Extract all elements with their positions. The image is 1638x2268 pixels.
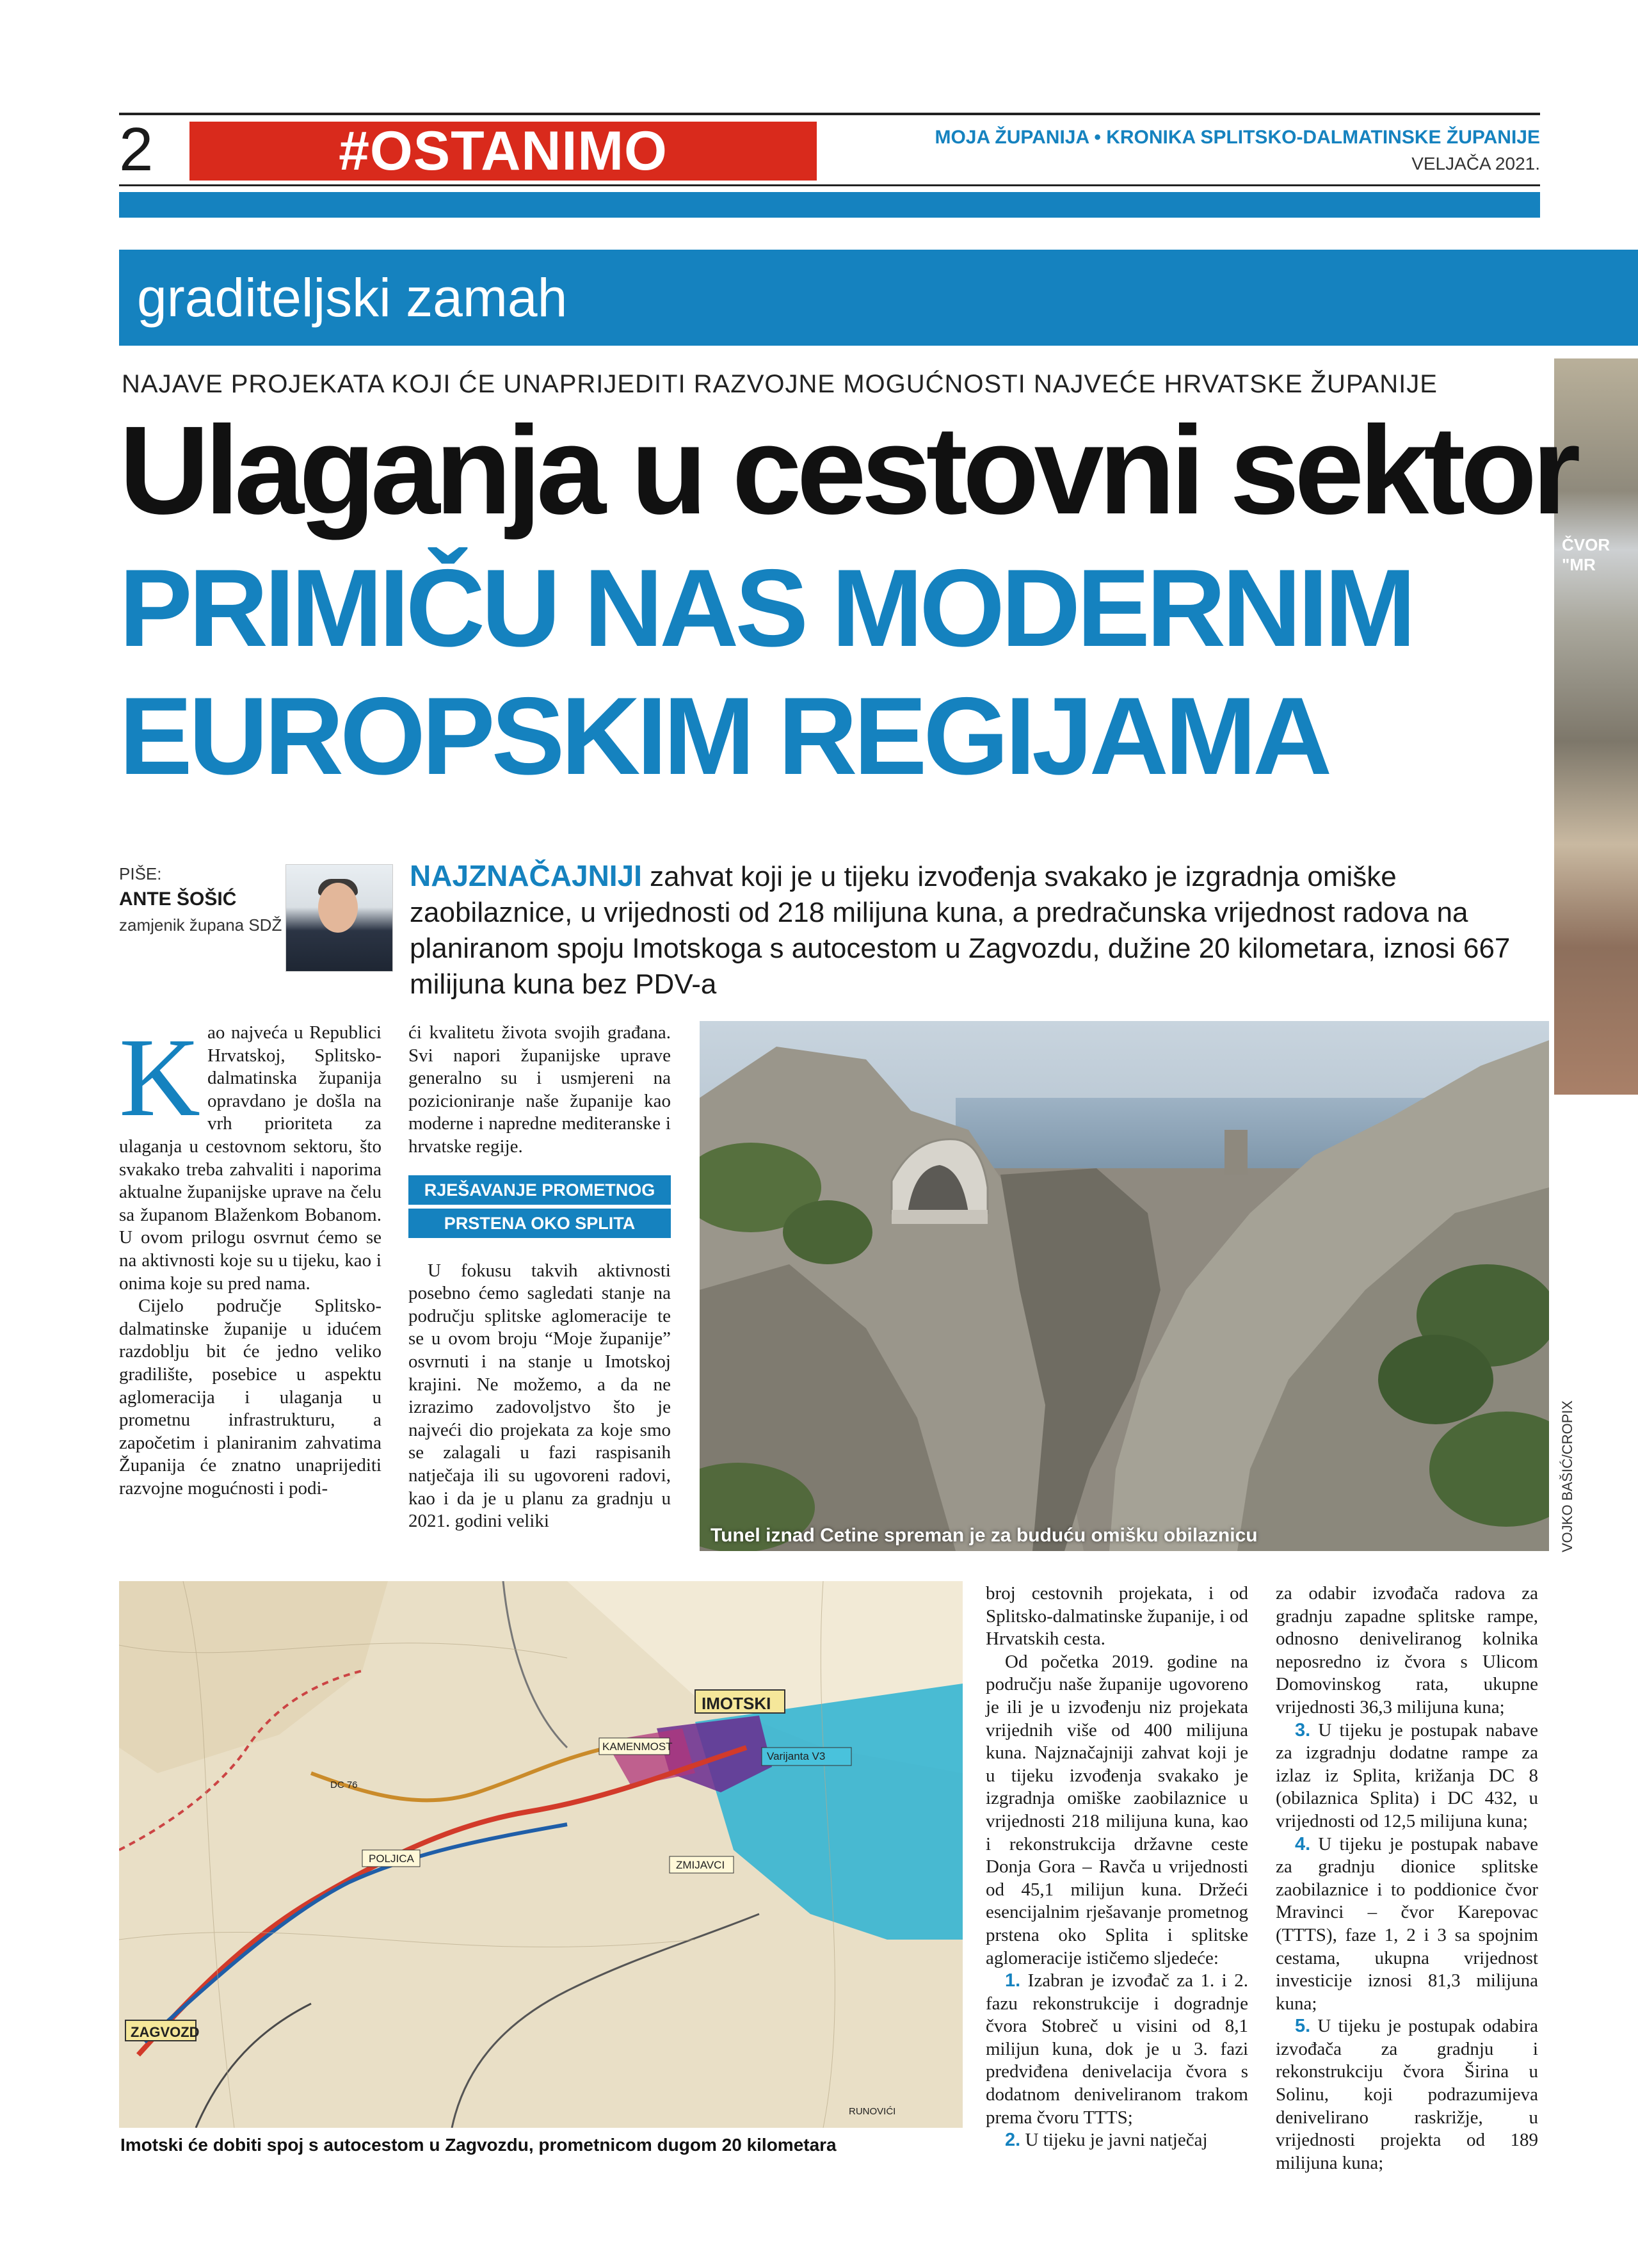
body-paragraph: broj cestovnih projekata, i od Splitsko-dalmatinske županije, i od Hrvatskih cesta. bbox=[986, 1583, 1248, 1650]
map-label-runovici: RUNOVIĆI bbox=[849, 2106, 896, 2117]
map-label-zagvozd: ZAGVOZD bbox=[131, 2024, 200, 2040]
photo-canyon-art bbox=[700, 1021, 1549, 1551]
edge-photo-label: ČVOR "MR bbox=[1562, 535, 1610, 574]
list-item: 4. U tijeku je postupak nabave za gradnju dionice splitske zaobilaznice i to poddionice čvor Mravinci – čvor Karepovac (TTTS), faze 1, 2 i 3 sa spojnim cestama, ukupna vrijednost investicije iznosi 81,3 milijuna kuna; bbox=[1276, 1833, 1538, 2014]
list-number: 5. bbox=[1295, 2016, 1311, 2037]
map-label-kamenmost: KAMENMOST bbox=[602, 1741, 673, 1753]
map-label-imotski: IMOTSKI bbox=[702, 1694, 771, 1713]
header-blue-bar bbox=[119, 192, 1540, 218]
map-art bbox=[119, 1581, 963, 2128]
map-label-poljica: POLJICA bbox=[369, 1853, 414, 1865]
subhead-line-2: PRSTENA OKO SPLITA bbox=[408, 1209, 671, 1238]
body-column-2 bbox=[408, 1022, 671, 1533]
author-photo bbox=[285, 864, 393, 972]
route-map bbox=[119, 1581, 963, 2128]
headline-main: Ulaganja u cestovni sektor bbox=[119, 400, 1576, 540]
page-number: 2 bbox=[119, 115, 154, 184]
publication-title: MOJA ŽUPANIJA • KRONIKA SPLITSKO-DALMATINSKE ŽUPANIJE bbox=[935, 127, 1540, 148]
body-paragraph: ao najveća u Republici Hrvatskoj, Splitsko-dalmatinska županija opravdano je došla na vrh prioriteta za ulaganja u cestovnom sektoru, što svakako treba zahvaliti i naporima aktualne županijske uprave na čelu sa županom Blaženkom Bobanom. U ovom prilogu osvrnut ćemo se na aktivnosti koje su u tijeku, kao i onima koje su pred nama. bbox=[119, 1022, 381, 1294]
article-kicker: NAJAVE PROJEKATA KOJI ĆE UNAPRIJEDITI RAZVOJNE MOGUĆNOSTI NAJVEĆE HRVATSKE ŽUPANIJE bbox=[122, 370, 1438, 398]
header-rule bbox=[119, 184, 1540, 186]
map-label-variant: Varijanta V3 bbox=[767, 1750, 826, 1762]
article-lead bbox=[410, 858, 1549, 1002]
list-item: 3. U tijeku je postupak nabave za izgradnju dodatne rampe za izlaz iz Splita, križanja DC 8 (obilaznica Splita) i DC 432, u vrijednosti od 12,5 milijuna kuna; bbox=[1276, 1719, 1538, 1831]
body-paragraph: ći kvalitetu života svojih građana. Svi napori županijske uprave generalno su i usmjereni na pozicioniranje naše županije kao moderne i napredne mediteranske i hrvatske regije. bbox=[408, 1022, 671, 1157]
list-number: 1. bbox=[1005, 1970, 1021, 1991]
lead-first-word: NAJZNAČAJNIJI bbox=[410, 859, 642, 892]
map-label-zmijavci: ZMIJAVCI bbox=[676, 1859, 725, 1871]
author-label: PIŠE: bbox=[119, 864, 162, 883]
list-number: 4. bbox=[1295, 1833, 1311, 1854]
body-paragraph: Od početka 2019. godine na području naše županije ugovoreno je ili je u izvođenju niz projekata vrijednih više od 400 milijuna kuna. Najznačajniji zahvat koji je u tijeku izvođenja svakako je izgradnja omiške zaobilaznice u vrijednosti 218 milijuna kuna, kao i rekonstrukcija državne ceste Donja Gora – Ravča u vrijednosti od 45,1 milijun kuna. Držeći esencijalnim rješavanje prometnog prstena oko Splita i splitske aglomeracije ističemo sljedeće: bbox=[986, 1651, 1248, 1968]
hashtag-banner: #OSTANIMO bbox=[189, 122, 817, 181]
section-title: graditeljski zamah bbox=[137, 268, 568, 328]
headline-blue-line-2: EUROPSKIM REGIJAMA bbox=[119, 675, 1329, 798]
body-column-3 bbox=[986, 1582, 1248, 2152]
list-item: 5. U tijeku je postupak odabira izvođača za gradnju i rekonstrukciju čvora Širina u Solinu, koji podrazumijeva denivelirano raskrižje, u vrijednosti projekta od 189 milijuna kuna; bbox=[1276, 2016, 1538, 2173]
dropcap-spacer bbox=[119, 1015, 207, 1140]
headline-blue-line-1: PRIMIČU NAS MODERNIM bbox=[119, 547, 1413, 670]
header-top-rule bbox=[119, 113, 1540, 115]
map-label-road: DC 76 bbox=[330, 1780, 358, 1790]
photo-cetina-tunnel bbox=[700, 1021, 1549, 1551]
author-box bbox=[119, 864, 388, 973]
issue-date: VELJAČA 2021. bbox=[1411, 154, 1540, 173]
list-number: 3. bbox=[1295, 1719, 1311, 1741]
list-item: 2. U tijeku je javni natječaj bbox=[1005, 2130, 1208, 2151]
body-column-1 bbox=[119, 1015, 381, 1500]
body-paragraph: U fokusu takvih aktivnosti posebno ćemo sagledati stanje na području splitske aglomeracije te se u ovom broju “Moje županije” osvrnuti i na stanje u Imotskoj krajini. Ne možemo, a da ne izrazimo zadovoljstvo što je najveći dio projekata za koje smo se zalagali u fazi raspisanih natječaja ili su ugovoreni radovi, kao i da je u planu za gradnju u 2021. godini veliki bbox=[408, 1260, 671, 1532]
author-face bbox=[318, 883, 358, 933]
body-paragraph: Cijelo područje Splitsko-dalmatinske županije u idućem razdoblju bit će jedno veliko gradilište, posebice u aspektu aglomeracija i ulaganja u prometnu infrastrukturu, a započetim i planiranim zahvatima Županija će znatno unaprijediti razvojne mogućnosti i podi- bbox=[119, 1296, 381, 1499]
body-column-4 bbox=[1276, 1582, 1538, 2175]
body-paragraph: za odabir izvođača radova za gradnju zapadne splitske rampe, odnosno deniveliranog kolnika neposredno iz čvora s Ulicom Domovinskog rata, ukupne vrijednosti 36,3 milijuna kuna; bbox=[1276, 1583, 1538, 1717]
subhead-line-1: RJEŠAVANJE PROMETNOG bbox=[408, 1175, 671, 1205]
dropcap: K bbox=[119, 1015, 201, 1140]
author-name: ANTE ŠOŠIĆ bbox=[119, 889, 237, 910]
list-number: 2. bbox=[1005, 2130, 1021, 2151]
photo-credit: VOJKO BAŠIĆ/CROPIX bbox=[1559, 1400, 1575, 1552]
photo-caption: Tunel iznad Cetine spreman je za buduću omišku obilaznicu bbox=[711, 1525, 1258, 1546]
list-item: 1. Izabran je izvođač za 1. i 2. fazu rekonstrukcije i dogradnje čvora Stobreč u visini od 8,1 milijun kuna, dok je u 3. fazi predviđena denivelacija čvora s dodatnom deniveliranom trakom prema čvoru TTTS; bbox=[986, 1970, 1248, 2128]
map-caption: Imotski će dobiti spoj s autocestom u Zagvozdu, prometnicom dugom 20 kilometara bbox=[120, 2135, 837, 2155]
lead-text: zahvat koji je u tijeku izvođenja svakako je izgradnja omiške zaobilaznice, u vrijednosti od 218 milijuna kuna, a predračunska vrijednost radova na planiranom spoju Imotskoga s autocestom u Zagvozdu, dužine 20 kilometara, iznosi 667 milijuna kuna bez PDV-a bbox=[410, 861, 1511, 1000]
author-role: zamjenik župana SDŽ bbox=[119, 915, 282, 935]
